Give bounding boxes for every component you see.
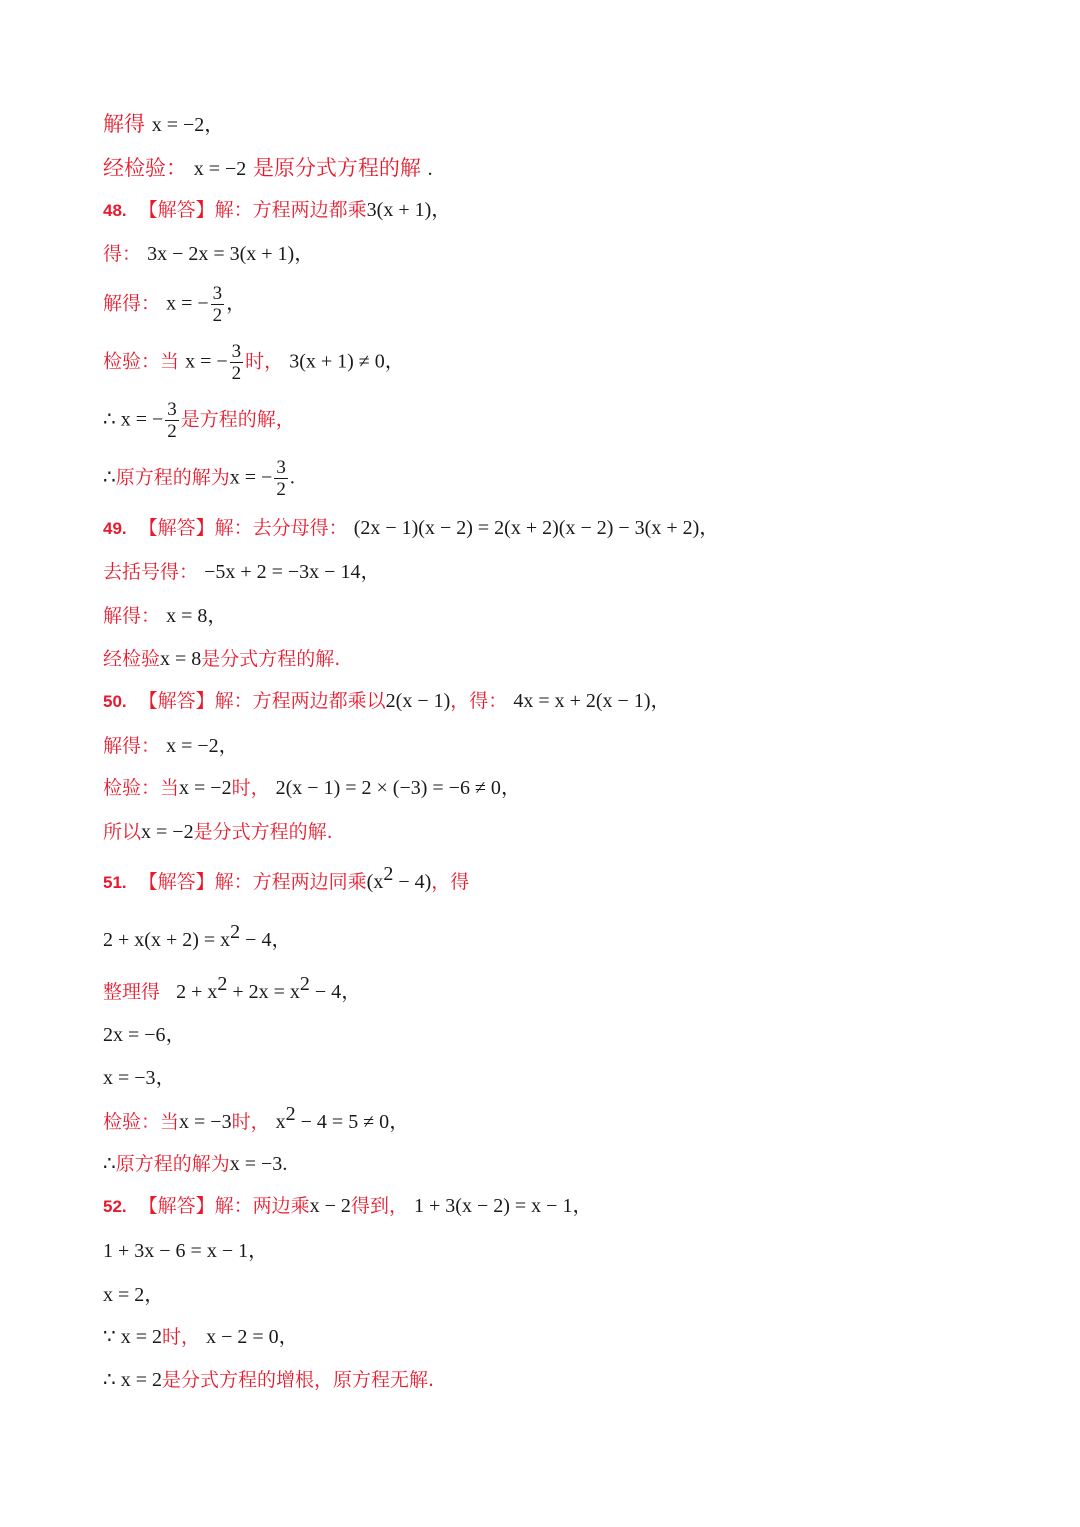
line-52-conclusion: ∴ x = 2是分式方程的增根，原方程无解. <box>103 1369 435 1391</box>
line-51-step2: 2x = −6， <box>103 1024 186 1046</box>
line-52-step2: x = 2， <box>103 1284 165 1306</box>
line-49-check: 经检验x = 8是分式方程的解. <box>103 648 341 670</box>
line-verify-x-neg2: 经检验： x = −2 是原分式方程的解 . <box>103 156 433 180</box>
line-49-step1: 去括号得： −5x + 2 = −3x − 14， <box>103 561 381 583</box>
problem-52-heading: 52. 【解答】解：两边乘x − 2得到， 1 + 3(x − 2) = x − 1， <box>103 1195 593 1217</box>
fraction: $\frac{3}{2}$ <box>167 399 177 442</box>
line-49-solve: 解得： x = 8， <box>103 605 228 627</box>
problem-number: 51. <box>103 873 127 892</box>
line-51-check: 检验：当x = −3时， $x^2 - 4 = 5 \ne 0$， <box>103 1103 410 1133</box>
line-52-step1: 1 + 3x − 6 = x − 1， <box>103 1240 269 1262</box>
line-50-conclusion: 所以x = −2是分式方程的解. <box>103 821 333 843</box>
line-51-simplify: 整理得 $2 + x^2 + 2x = x^2 - 4$， <box>103 973 362 1003</box>
line-solve-x-neg2: 解得 x = −2， <box>103 112 225 136</box>
problem-48-heading: 48. 【解答】解：方程两边都乘3(x + 1)， <box>103 199 452 221</box>
line-48-solve: 解得： x = − $\frac{3}{2}$ ， <box>103 283 247 326</box>
problem-51-heading: 51. 【解答】解：方程两边同乘$(x^2 - 4)$，得 <box>103 863 470 893</box>
line-50-check: 检验：当x = −2时， 2(x − 1) = 2 × (−3) = −6 ≠ 0， <box>103 777 521 799</box>
problem-number: 49. <box>103 519 127 538</box>
fraction: $\frac{3}{2}$ <box>231 341 242 384</box>
problem-number: 50. <box>103 692 127 711</box>
problem-49-heading: 49. 【解答】解：去分母得： (2x − 1)(x − 2) = 2(x + 2)(x − 2) − 3(x + 2)， <box>103 517 720 539</box>
line-51-step1: $2 + x(x + 2) = x^2 - 4$， <box>103 921 292 951</box>
line-51-step3: x = −3， <box>103 1067 176 1089</box>
fraction: $\frac{3}{2}$ <box>212 283 223 326</box>
fraction: $\frac{3}{2}$ <box>276 457 286 500</box>
problem-number: 52. <box>103 1197 127 1216</box>
problem-50-heading: 50. 【解答】解：方程两边都乘以2(x − 1)，得： 4x = x + 2(x − 1)， <box>103 690 671 712</box>
line-48-conclusion: ∴原方程的解为x = − $\frac{3}{2}$ . <box>103 457 295 500</box>
problem-number: 48. <box>103 201 127 220</box>
line-48-therefore: ∴ x = − $\frac{3}{2}$ 是方程的解， <box>103 399 295 442</box>
line-52-check: ∵ x = 2时， x − 2 = 0， <box>103 1326 299 1348</box>
line-48-step1: 得： 3x − 2x = 3(x + 1)， <box>103 243 315 265</box>
line-51-conclusion: ∴原方程的解为x = −3. <box>103 1153 288 1175</box>
line-48-check: 检验：当 x = − $\frac{3}{2}$ 时， 3(x + 1) ≠ 0， <box>103 341 405 384</box>
line-50-solve: 解得： x = −2， <box>103 735 239 757</box>
